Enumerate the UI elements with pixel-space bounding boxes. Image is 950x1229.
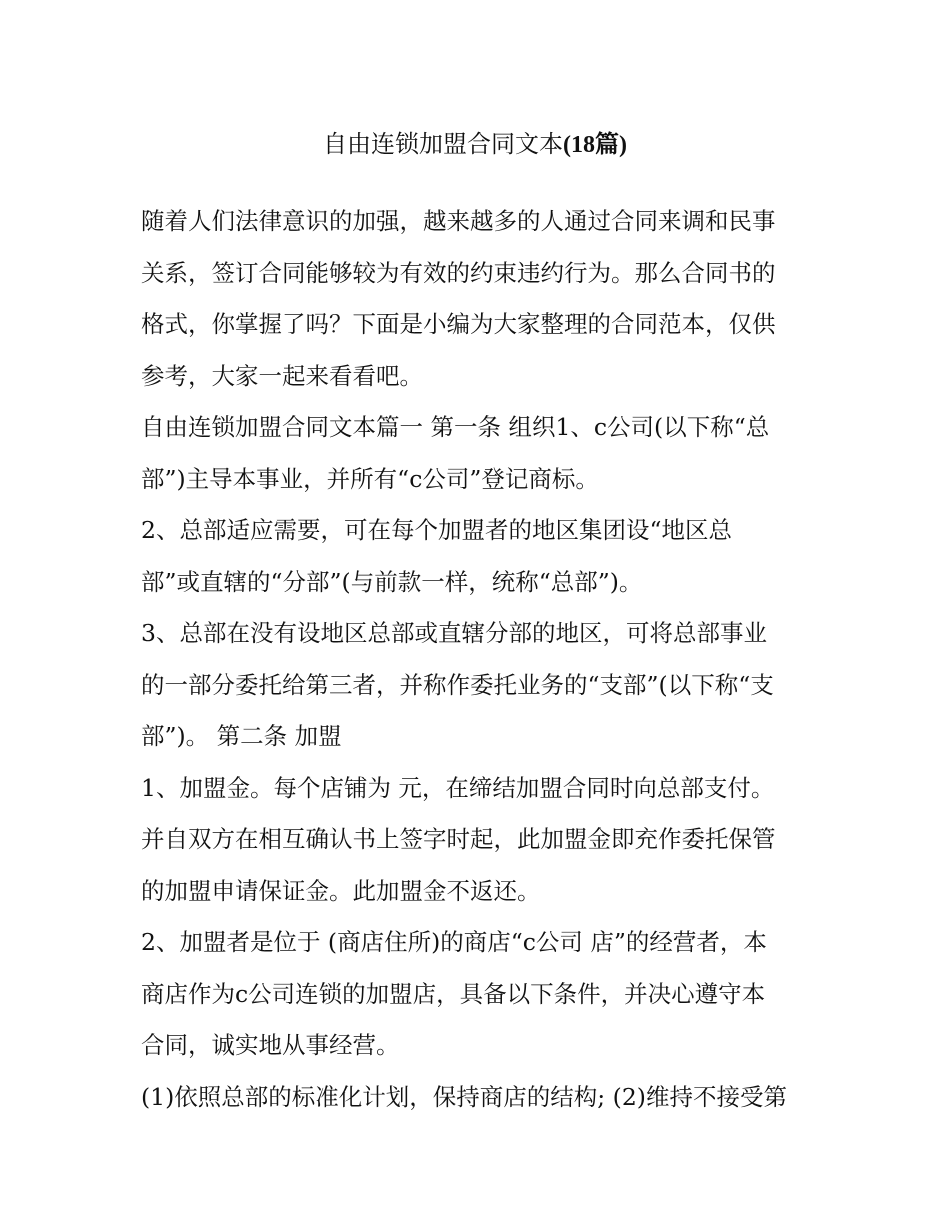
paragraph-line: (1)依照总部的标准化计划，保持商店的结构; (2)维持不接受第 — [141, 1082, 787, 1111]
paragraph-line: 2、总部适应需要，可在每个加盟者的地区集团设“地区总 — [141, 516, 732, 544]
title-suffix: (18篇) — [563, 132, 627, 158]
paragraph-line: 的一部分委托给第三者，并称作委托业务的“支部”(以下称“支 — [141, 670, 774, 699]
paragraph-line: 合同，诚实地从事经营。 — [141, 1031, 400, 1059]
paragraph-line: 的加盟申请保证金。此加盟金不返还。 — [141, 876, 541, 905]
paragraph-line: 商店作为c公司连锁的加盟店，具备以下条件，并决心遵守本 — [141, 979, 766, 1008]
title-text: 自由连锁加盟合同文本 — [323, 130, 563, 158]
document-body — [141, 196, 831, 1123]
paragraph-line: 格式，你掌握了吗？下面是小编为大家整理的合同范本，仅供 — [141, 310, 776, 338]
paragraph-line: 部”或直辖的“分部”(与前款一样，统称“总部”)。 — [141, 567, 643, 596]
paragraph-line: 随着人们法律意识的加强，越来越多的人通过合同来调和民事 — [141, 207, 776, 235]
paragraph-line: 1、加盟金。每个店铺为 元，在缔结加盟合同时向总部支付。 — [141, 773, 775, 802]
paragraph-line: 自由连锁加盟合同文本篇一 第一条 组织1、c公司(以下称“总 — [141, 413, 770, 441]
paragraph-line: 参考，大家一起来看看吧。 — [141, 361, 423, 390]
paragraph-line: 部”)。 第二条 加盟 — [141, 722, 342, 750]
paragraph-line: 并自双方在相互确认书上签字时起，此加盟金即充作委托保管 — [141, 825, 776, 853]
document-title — [0, 112, 950, 177]
paragraph-line: 2、加盟者是位于 (商店住所)的商店“c公司 店”的经营者，本 — [141, 928, 767, 956]
paragraph-line: 部”)主导本事业，并所有“c公司”登记商标。 — [141, 464, 599, 493]
paragraph-line: 3、总部在没有设地区总部或直辖分部的地区，可将总部事业 — [141, 619, 767, 647]
paragraph-line: 关系，签订合同能够较为有效的约束违约行为。那么合同书的 — [141, 258, 776, 287]
